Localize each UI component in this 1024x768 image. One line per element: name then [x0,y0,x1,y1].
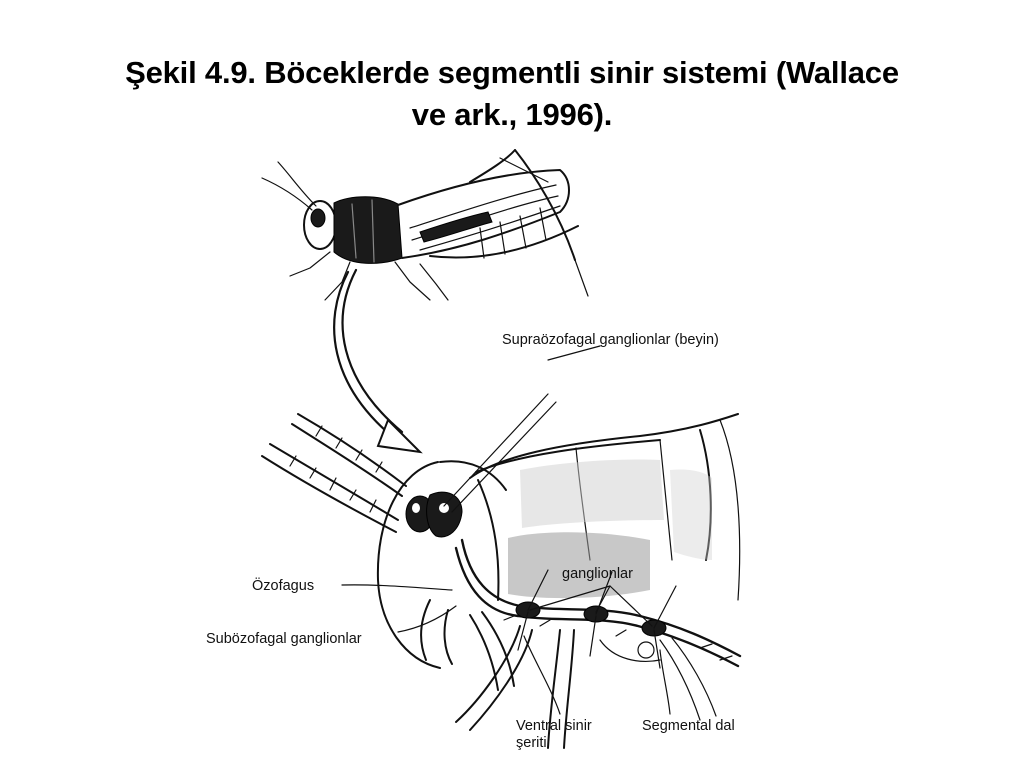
label-esophagus: Özofagus [252,578,315,594]
grasshopper-overview-drawing [262,150,588,300]
zoom-arrow [334,270,420,452]
label-ventral-nerve-cord-line-1: Ventral sinir [516,718,592,734]
label-segmental-branch: Segmental dal [642,718,735,734]
label-ganglia: ganglionlar [562,566,633,582]
label-subesophageal-ganglia: Subözofagal ganglionlar [206,631,362,647]
slide-title-line-2: ve ark., 1996). [411,97,613,132]
label-supraesophageal-ganglia: Supraözofagal ganglionlar (beyin) [502,332,719,348]
slide-title-line-1: Şekil 4.9. Böceklerde segmentli sinir sistemi (Wallace [125,55,899,90]
label-ventral-nerve-cord-line-2: şeriti [516,735,547,751]
